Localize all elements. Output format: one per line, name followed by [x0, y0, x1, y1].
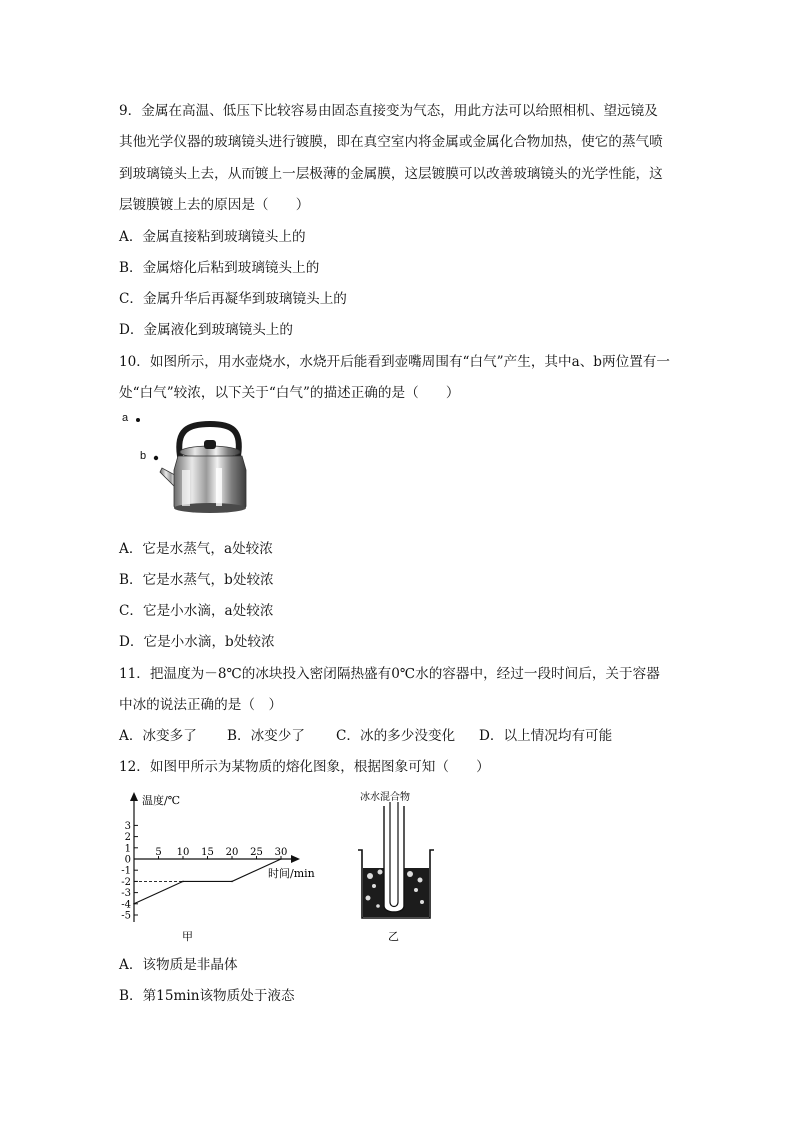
y-tick-label: -1 — [121, 865, 131, 877]
y-tick-label: -2 — [121, 876, 131, 888]
series — [133, 858, 282, 904]
q9-option-b: B．金属熔化后粘到玻璃镜头上的 — [119, 260, 320, 276]
q9-stem-line-3: 到玻璃镜头上去，从而镀上一层极薄的金属膜，这层镀膜可以改善玻璃镜头的光学性能，这 — [119, 166, 663, 182]
point-b-dot — [154, 456, 158, 460]
q9-option-d: D．金属液化到玻璃镜头上的 — [119, 322, 294, 338]
y-tick-label: -3 — [121, 888, 131, 900]
x-tick-label: 15 — [201, 847, 214, 858]
x-ticks — [155, 847, 287, 859]
series-point — [182, 881, 184, 883]
x-axis-arrow — [291, 855, 300, 863]
kettle-illustration — [118, 410, 258, 525]
q11-option-c: C．冰的多少没变化 — [336, 728, 456, 744]
melting-graph-svg — [116, 788, 326, 948]
y-tick-label: 3 — [124, 820, 131, 832]
x-tick-label: 5 — [155, 847, 162, 858]
test-tube — [384, 806, 404, 912]
y-tick-label: 1 — [124, 843, 131, 855]
q10-option-d: D．它是小水滴，b处较浓 — [119, 634, 275, 650]
series-point — [133, 903, 135, 905]
q9-stem-line-4: 层镀膜镀上去的原因是（ ） — [119, 197, 310, 213]
x-tick-label: 30 — [274, 847, 288, 858]
y-axis-label: 温度/℃ — [142, 794, 181, 807]
series-point — [280, 858, 282, 860]
melting-graph — [116, 788, 326, 948]
x-tick-label: 20 — [225, 847, 239, 858]
q12-stem-line-1: 12．如图甲所示为某物质的熔化图象，根据图象可知（ ） — [119, 759, 490, 775]
q11-stem-line-2: 中冰的说法正确的是（ ） — [119, 697, 283, 713]
q10-option-c: C．它是小水滴，a处较浓 — [119, 603, 274, 619]
point-a-label: a — [122, 412, 129, 424]
point-a-dot — [136, 418, 140, 422]
apparatus-caption: 乙 — [388, 930, 399, 943]
point-b-label: b — [140, 450, 147, 462]
x-tick-label: 10 — [176, 847, 190, 858]
q12-option-a: A．该物质是非晶体 — [119, 957, 238, 973]
q10-option-a: A．它是水蒸气，a处较浓 — [119, 541, 273, 557]
q9-option-a: A．金属直接粘到玻璃镜头上的 — [119, 229, 306, 245]
apparatus-svg — [350, 788, 440, 948]
q10-stem-line-1: 10．如图所示，用水壶烧水，水烧开后能看到壶嘴周围有“白气”产生，其中a、b两位置有一 — [119, 354, 670, 370]
y-tick-label: 0 — [124, 854, 131, 866]
q10-stem-line-2: 处“白气”较浓，以下关于“白气”的描述正确的是（ ） — [119, 385, 460, 401]
q11-option-d: D．以上情况均有可能 — [479, 728, 613, 744]
apparatus-label: 冰水混合物 — [360, 792, 410, 803]
x-tick-label: 25 — [250, 847, 263, 858]
y-tick-label: -4 — [121, 899, 131, 911]
y-axis-arrow — [130, 792, 138, 801]
y-ticks — [121, 821, 138, 922]
y-tick-label: 2 — [124, 832, 131, 844]
q11-option-a: A．冰变多了 — [119, 728, 197, 744]
q9-stem-line-2: 其他光学仪器的玻璃镜头进行镀膜，即在真空室内将金属或金属化合物加热，使它的蒸气喷 — [119, 134, 663, 150]
ice-water-apparatus — [350, 788, 440, 948]
q11-options-row — [119, 726, 679, 746]
kettle-figure — [118, 410, 258, 525]
y-tick-label: -5 — [121, 910, 131, 922]
q9-option-c: C．金属升华后再凝华到玻璃镜头上的 — [119, 291, 347, 307]
q12-option-b: B．第15min该物质处于液态 — [119, 988, 295, 1004]
q9-stem-line-1: 9．金属在高温、低压下比较容易由固态直接变为气态，用此方法可以给照相机、望远镜及 — [119, 103, 658, 119]
graph-caption: 甲 — [182, 930, 193, 943]
q10-option-b: B．它是水蒸气，b处较浓 — [119, 572, 274, 588]
x-axis-label: 时间/min — [268, 867, 315, 880]
series-point — [231, 881, 233, 883]
q11-option-b: B．冰变少了 — [227, 728, 305, 744]
q11-stem-line-1: 11．把温度为－8℃的冰块投入密闭隔热盛有0℃水的容器中，经过一段时间后，关于容器 — [119, 666, 660, 682]
